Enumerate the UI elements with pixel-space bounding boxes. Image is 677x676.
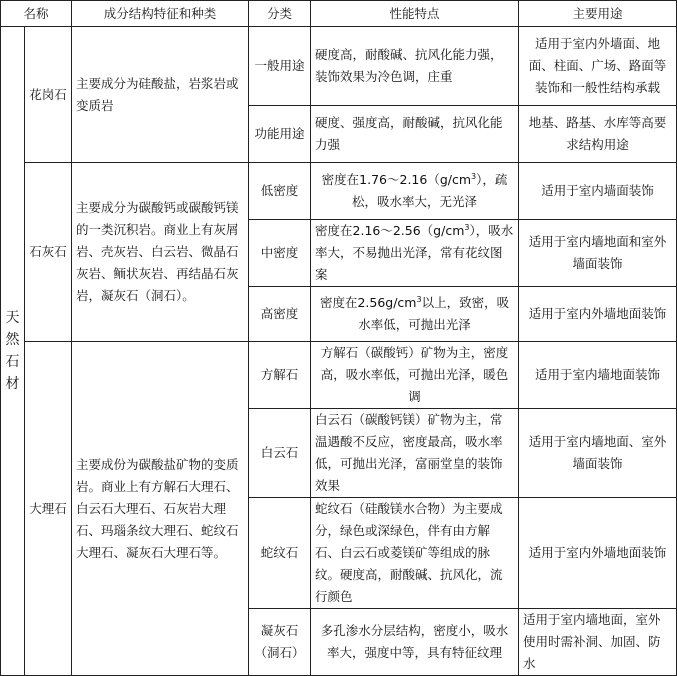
properties-cell: 白云石（碳酸钙镁）矿物为主，常温遇酸不反应，密度最高，吸水率低，可抛出光泽，富丽堂皇的装饰效果 [311,409,519,498]
uses-cell: 适用于室内外墙地面装饰 [519,287,677,342]
properties-cell: 多孔渗水分层结构，密度小，吸水率大，强度中等，具有特征纹理 [311,609,519,676]
uses-cell: 适用于室内墙面装饰 [519,163,677,220]
category-cell: 中密度 [249,220,311,287]
uses-cell: 适用于室内外墙面、地面、柱面、广场、路面等装饰和一般性结构承载 [519,27,677,106]
table-row [1,342,677,409]
uses-cell: 地基、路基、水库等高要求结构用途 [519,106,677,163]
composition-granite: 主要成分为硅酸盐，岩浆岩或变质岩 [72,27,249,163]
properties-cell: 密度在$1.76\sim 2.16(g/cm^3)$，疏松，吸水率大，无光泽 [311,163,519,220]
header-row [1,1,677,27]
properties-cell: 硬度、强度高，耐酸碱，抗风化能力强 [311,106,519,163]
stone-name-marble: 大理石 [25,342,72,676]
properties-cell: 方解石（碳酸钙）矿物为主，密度高，吸水率低，可抛出光泽，暖色调 [311,342,519,409]
header-category: 分类 [249,1,311,27]
category-cell: 高密度 [249,287,311,342]
table-row [1,27,677,106]
uses-cell: 适用于室内墙地面、室外墙面装饰 [519,409,677,498]
category-cell: 白云石 [249,409,311,498]
uses-cell: 适用于室内墙地面和室外墙面装饰 [519,220,677,287]
category-cell: 低密度 [249,163,311,220]
stone-name-granite: 花岗石 [25,27,72,163]
category-cell: 凝灰石（洞石） [249,609,311,676]
uses-cell: 适用于室内墙地面，室外使用时需补洞、加固、防水 [519,609,677,676]
composition-limestone: 主要成分为碳酸钙或碳酸钙镁的一类沉积岩。商业上有灰屑岩、壳灰岩、白云岩、微晶石灰岩、鲕状灰岩、再结晶石灰岩，凝灰石（洞石）。 [72,163,249,342]
header-uses: 主要用途 [519,1,677,27]
header-composition: 成分结构特征和种类 [72,1,249,27]
category-cell: 蛇纹石 [249,498,311,609]
properties-cell: 蛇纹石（硅酸镁水合物）为主要成分，绿色或深绿色，伴有由方解石、白云石或菱镁矿等组成的脉纹。硬度高，耐酸碱、抗风化，流行颜色 [311,498,519,609]
category-cell: 方解石 [249,342,311,409]
properties-cell: 密度在$2.16\sim 2.56(g/cm^3)$，吸水率大，不易抛出光泽，常有花纹图案 [311,220,519,287]
composition-marble: 主要成份为碳酸盐矿物的变质岩。商业上有方解石大理石、白云石大理石、石灰岩大理石、玛瑙条纹大理石、蛇纹石大理石、凝灰石大理石等。 [72,342,249,676]
properties-cell: 密度在$2.56g/cm^3$以上，致密，吸水率低，可抛出光泽 [311,287,519,342]
header-properties: 性能特点 [311,1,519,27]
uses-cell: 适用于室内墙地面装饰 [519,342,677,409]
uses-cell: 适用于室内外墙地面装饰 [519,498,677,609]
category-cell: 一般用途 [249,27,311,106]
group-label: 天然石材 [1,27,25,676]
header-name: 名称 [1,1,72,27]
stone-name-limestone: 石灰石 [25,163,72,342]
table-row [1,163,677,220]
properties-cell: 硬度高，耐酸碱、抗风化能力强，装饰效果为冷色调，庄重 [311,27,519,106]
category-cell: 功能用途 [249,106,311,163]
